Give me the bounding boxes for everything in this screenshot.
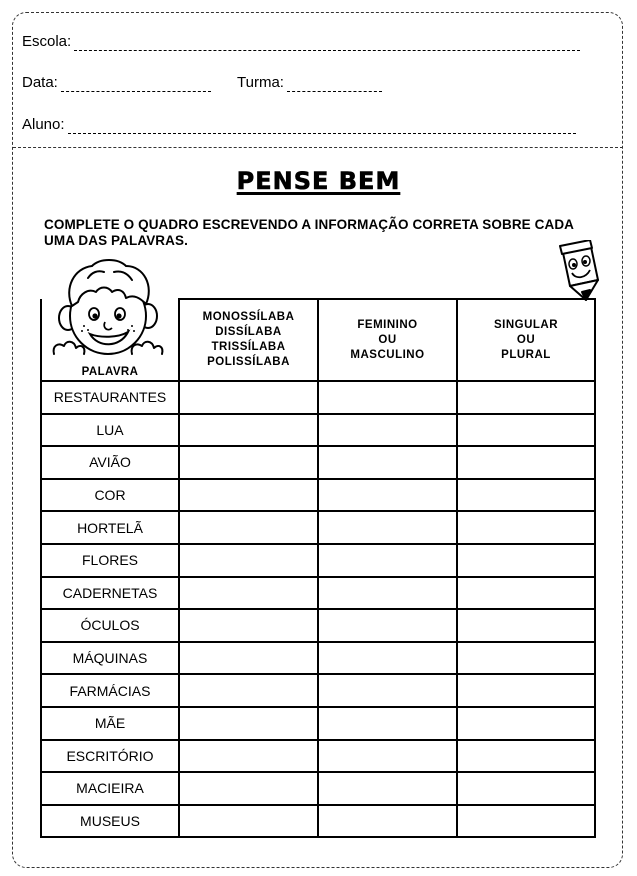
table-row [41,805,595,838]
number-answer-cell[interactable] [457,381,595,414]
gender-answer-cell[interactable] [318,577,457,610]
gender-answer-cell[interactable] [318,609,457,642]
number-header-line: OU [516,333,536,346]
syllable-header-line: DISSÍLABA [215,326,282,338]
number-answer-cell[interactable] [457,544,595,577]
table-row [41,381,595,414]
number-answer-cell[interactable] [457,414,595,447]
worksheet-title: PENSE BEM [236,167,401,195]
word-cell: MÃE [41,707,179,740]
number-answer-cell[interactable] [457,446,595,479]
number-answer-cell[interactable] [457,642,595,675]
number-answer-cell[interactable] [457,772,595,805]
gender-answer-cell[interactable] [318,479,457,512]
class-line[interactable] [287,79,382,92]
word-cell: FLORES [41,544,179,577]
table-row [41,707,595,740]
instruction-text: COMPLETE O QUADRO ESCREVENDO A INFORMAÇÃO CORRETA SOBRE CADA UMA DAS PALAVRAS. [44,217,574,248]
gender-answer-cell[interactable] [318,511,457,544]
syllable-header-line: TRISSÍLABA [211,341,286,353]
number-answer-cell[interactable] [457,511,595,544]
table-row [41,772,595,805]
syllable-header-line: MONOSSÍLABA [202,311,295,323]
gender-answer-cell[interactable] [318,772,457,805]
gender-column-header [318,299,457,381]
gender-answer-cell[interactable] [318,381,457,414]
word-cell: ESCRITÓRIO [41,740,179,773]
syllable-answer-cell[interactable] [179,772,318,805]
student-label: Aluno: [22,116,65,133]
syllable-answer-cell[interactable] [179,674,318,707]
gender-answer-cell[interactable] [318,544,457,577]
gender-answer-cell[interactable] [318,674,457,707]
number-answer-cell[interactable] [457,674,595,707]
word-header-label: PALAVRA [81,366,139,378]
syllable-answer-cell[interactable] [179,740,318,773]
table-row [41,609,595,642]
class-field[interactable] [237,74,382,92]
syllable-answer-cell[interactable] [179,511,318,544]
syllable-answer-cell[interactable] [179,544,318,577]
number-column-header [457,299,595,381]
syllable-answer-cell[interactable] [179,642,318,675]
date-label: Data: [22,74,58,91]
worksheet-table [40,298,596,838]
school-line[interactable] [74,38,580,51]
word-cell: HORTELÃ [41,511,179,544]
table-row [41,740,595,773]
syllable-answer-cell[interactable] [179,577,318,610]
table-row [41,577,595,610]
gender-header-line: FEMININO [357,318,418,331]
syllable-answer-cell[interactable] [179,805,318,838]
number-answer-cell[interactable] [457,577,595,610]
number-header-line: PLURAL [501,348,551,361]
number-answer-cell[interactable] [457,609,595,642]
syllable-answer-cell[interactable] [179,609,318,642]
table-row [41,642,595,675]
gender-answer-cell[interactable] [318,414,457,447]
student-field[interactable] [22,116,576,134]
word-cell: MACIEIRA [41,772,179,805]
table-row [41,674,595,707]
table-row [41,479,595,512]
syllable-answer-cell[interactable] [179,414,318,447]
word-cell: LUA [41,414,179,447]
school-label: Escola: [22,33,72,50]
word-cell: COR [41,479,179,512]
gender-header-line: OU [378,333,397,346]
gender-answer-cell[interactable] [318,642,457,675]
date-field[interactable] [22,74,211,92]
number-answer-cell[interactable] [457,479,595,512]
gender-answer-cell[interactable] [318,740,457,773]
word-cell: CADERNETAS [41,577,179,610]
table-row [41,446,595,479]
number-answer-cell[interactable] [457,740,595,773]
gender-answer-cell[interactable] [318,805,457,838]
number-answer-cell[interactable] [457,707,595,740]
school-field[interactable] [22,33,580,51]
gender-answer-cell[interactable] [318,446,457,479]
word-cell: MUSEUS [41,805,179,838]
date-line[interactable] [61,79,211,92]
header-divider [13,147,623,148]
syllable-answer-cell[interactable] [179,479,318,512]
word-cell: ÓCULOS [41,609,179,642]
smiling-pencil-icon [546,240,606,304]
table-row [41,414,595,447]
word-cell: FARMÁCIAS [41,674,179,707]
word-cell: AVIÃO [41,446,179,479]
table-row [41,544,595,577]
syllable-answer-cell[interactable] [179,446,318,479]
class-label: Turma: [237,74,284,91]
syllable-column-header [179,299,318,381]
syllable-answer-cell[interactable] [179,381,318,414]
gender-answer-cell[interactable] [318,707,457,740]
smiling-boy-peeking-icon [48,258,168,362]
number-answer-cell[interactable] [457,805,595,838]
word-cell: MÁQUINAS [41,642,179,675]
gender-header-line: MASCULINO [350,348,425,361]
table-row [41,511,595,544]
number-header-line: SINGULAR [493,318,559,331]
word-cell: RESTAURANTES [41,381,179,414]
student-line[interactable] [68,121,576,134]
syllable-answer-cell[interactable] [179,707,318,740]
syllable-header-line: POLISSÍLABA [207,356,290,368]
